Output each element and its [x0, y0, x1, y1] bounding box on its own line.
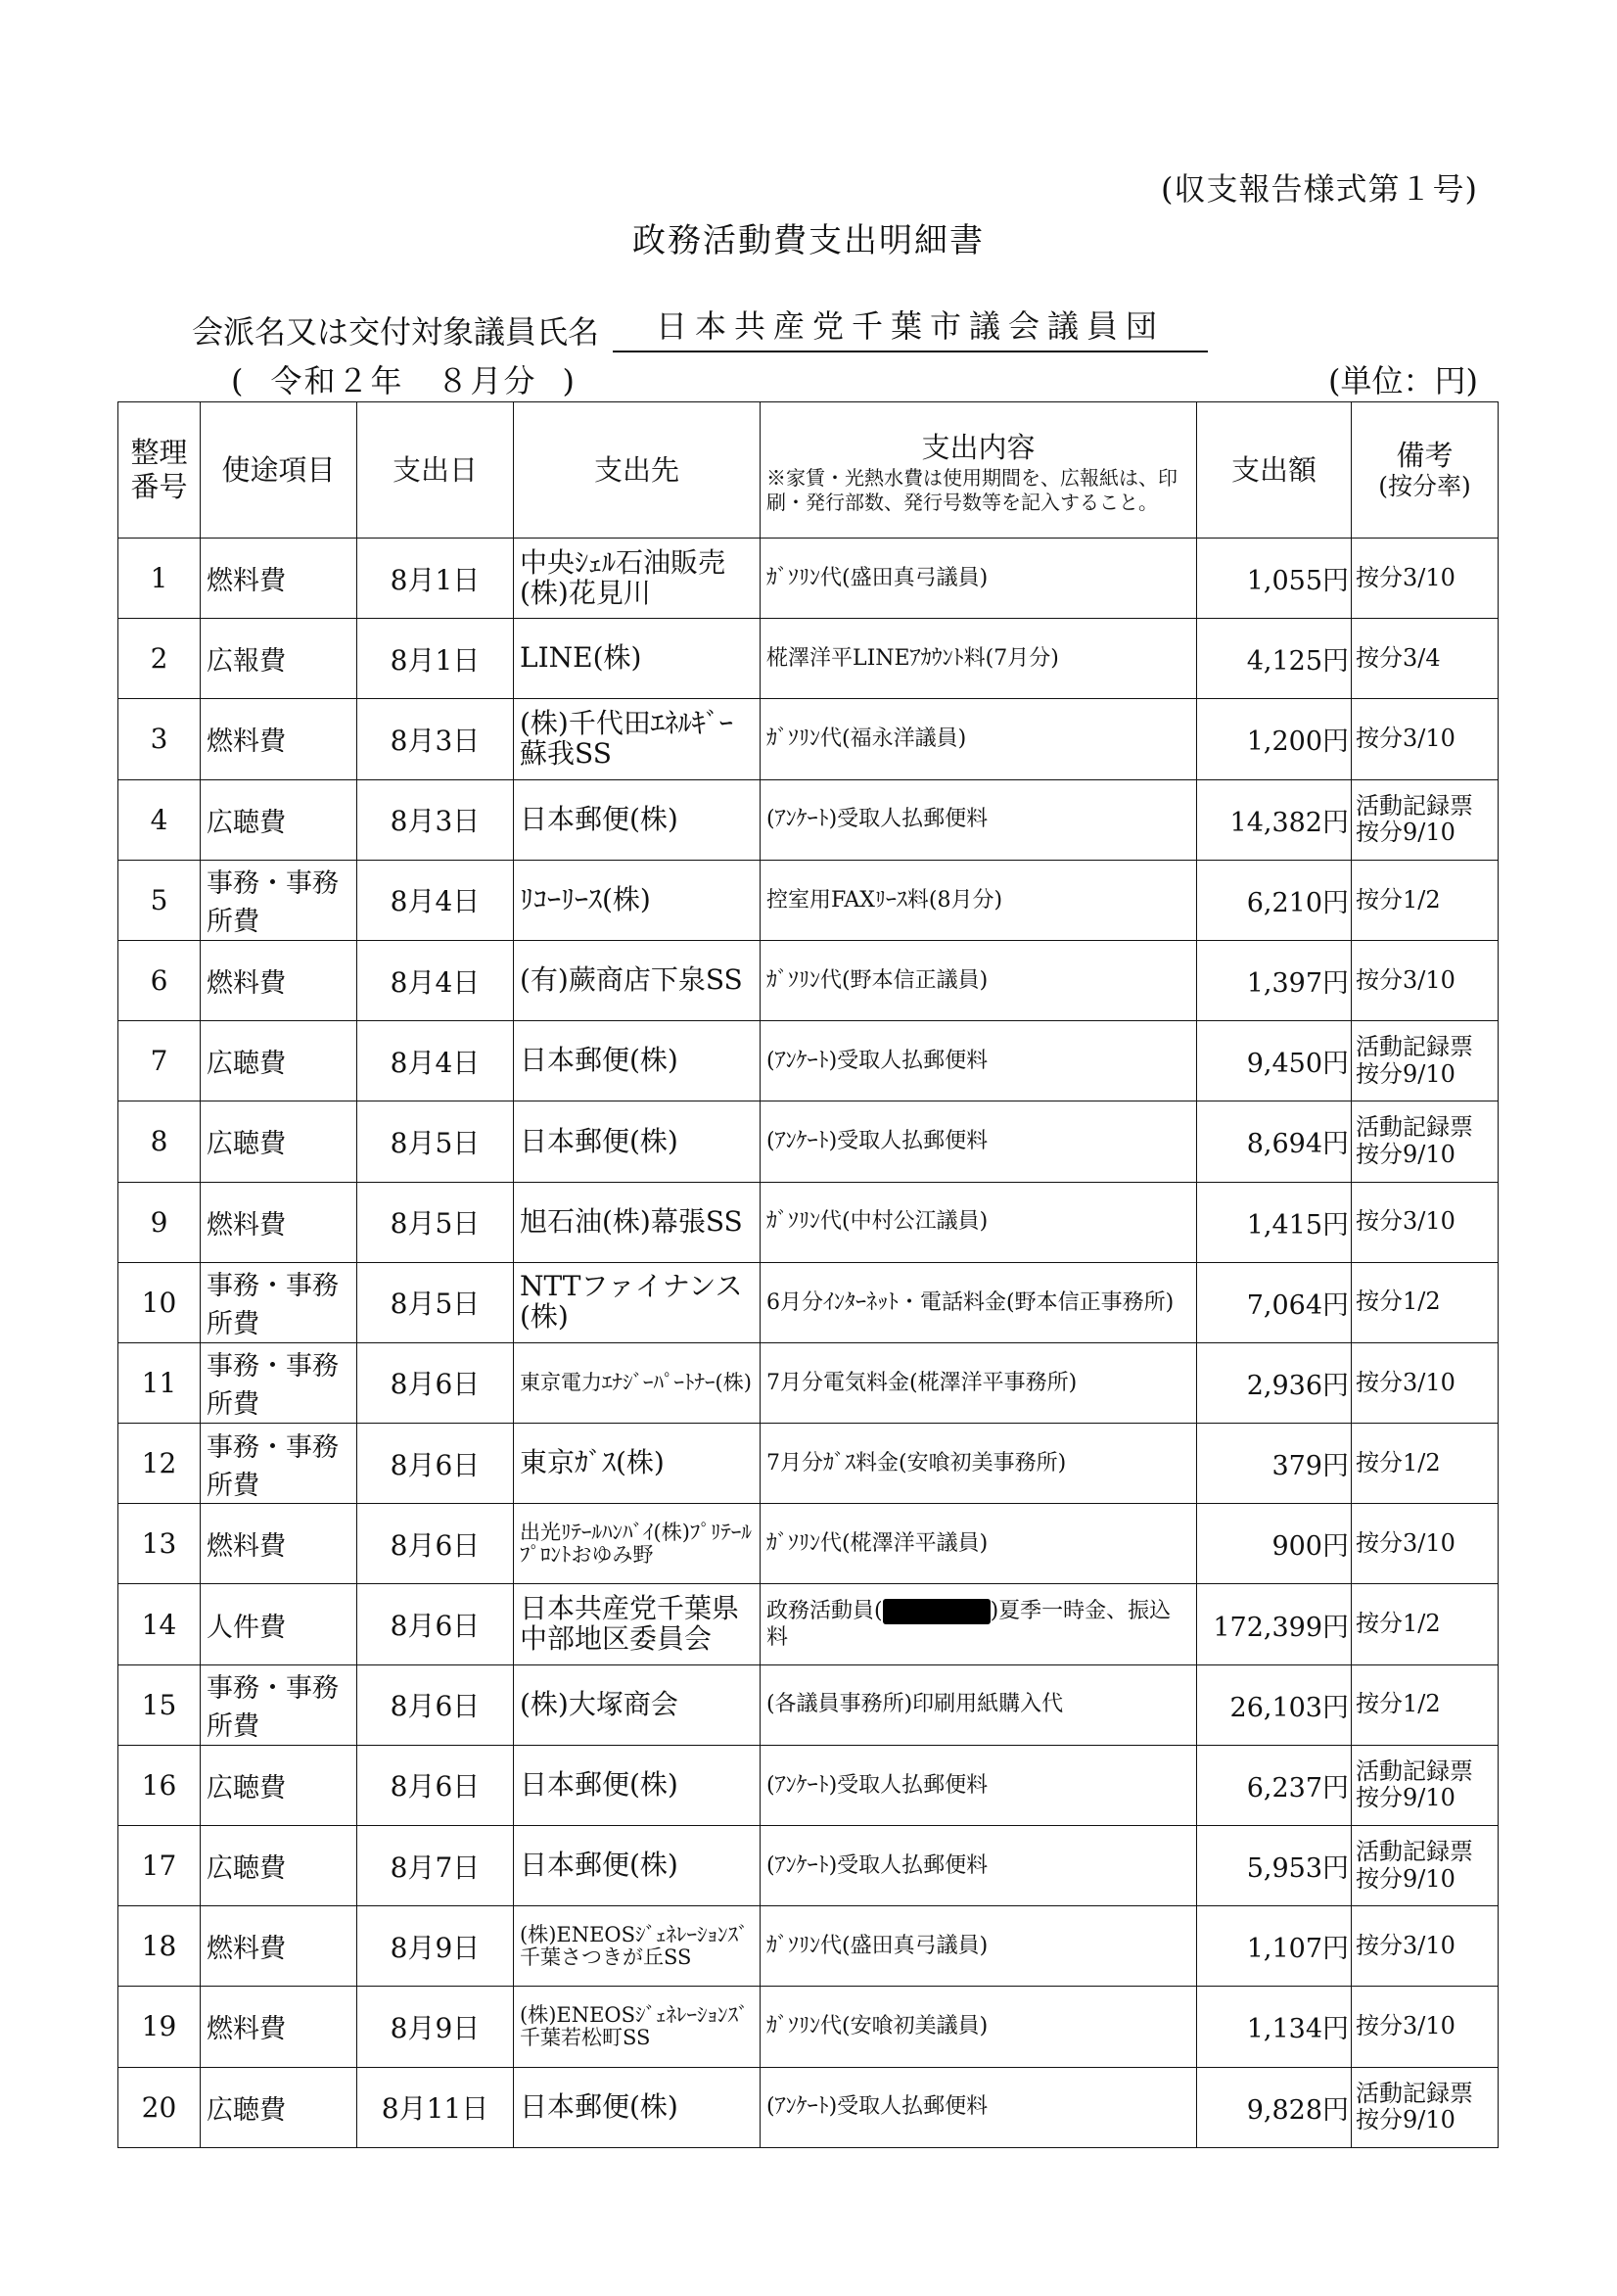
row-number: 9 [118, 1182, 201, 1262]
row-amount: 7,064円 [1197, 1262, 1352, 1342]
row-date: 8月7日 [357, 1826, 514, 1906]
row-amount: 9,828円 [1197, 2067, 1352, 2147]
row-date: 8月4日 [357, 860, 514, 940]
row-date: 8月6日 [357, 1424, 514, 1504]
row-number: 16 [118, 1745, 201, 1825]
row-date: 8月6日 [357, 1342, 514, 1423]
row-date: 8月5日 [357, 1262, 514, 1342]
row-payee: 日本郵便(株) [514, 779, 761, 860]
table-row [118, 699, 1499, 779]
row-content [761, 1584, 1197, 1664]
row-amount: 1,200円 [1197, 699, 1352, 779]
row-number: 3 [118, 699, 201, 779]
row-category: 燃料費 [201, 539, 357, 619]
row-remark: 按分3/10 [1352, 539, 1499, 619]
row-remark: 按分3/4 [1352, 619, 1499, 699]
header-row [118, 402, 1499, 539]
row-amount: 2,936円 [1197, 1342, 1352, 1423]
row-amount: 379円 [1197, 1424, 1352, 1504]
row-amount: 26,103円 [1197, 1664, 1352, 1745]
row-category: 事務・事務所費 [201, 860, 357, 940]
row-remark: 活動記録票 按分9/10 [1352, 2067, 1499, 2147]
row-payee: 出光ﾘﾃｰﾙﾊﾝﾊﾞｲ(株)ﾌﾟﾘﾃｰﾙﾌﾟﾛﾝﾄおゆみ野 [514, 1504, 761, 1584]
unit-label: (単位：円) [1328, 362, 1478, 399]
row-content: 6月分ｲﾝﾀｰﾈｯﾄ・電話料金(野本信正事務所) [761, 1262, 1197, 1342]
row-number: 19 [118, 1987, 201, 2067]
table-row [118, 1021, 1499, 1101]
row-remark: 按分3/10 [1352, 1906, 1499, 1987]
row-amount: 9,450円 [1197, 1021, 1352, 1101]
row-amount: 172,399円 [1197, 1584, 1352, 1664]
row-category: 広報費 [201, 619, 357, 699]
table-row [118, 1424, 1499, 1504]
row-content: ｶﾞｿﾘﾝ代(中村公江議員) [761, 1182, 1197, 1262]
row-content: ｶﾞｿﾘﾝ代(福永洋議員) [761, 699, 1197, 779]
table-row [118, 539, 1499, 619]
header-payee: 支出先 [514, 402, 761, 539]
row-content-after: )夏季一時金、振込料 [766, 1598, 1172, 1651]
row-number: 11 [118, 1342, 201, 1423]
row-date: 8月6日 [357, 1745, 514, 1825]
row-remark: 按分1/2 [1352, 1424, 1499, 1504]
row-number: 2 [118, 619, 201, 699]
expense-table [117, 401, 1499, 2148]
row-number: 17 [118, 1826, 201, 1906]
table-row [118, 1504, 1499, 1584]
row-category: 事務・事務所費 [201, 1342, 357, 1423]
row-remark: 活動記録票 按分9/10 [1352, 1021, 1499, 1101]
row-content: ｶﾞｿﾘﾝ代(安喰初美議員) [761, 1987, 1197, 2067]
row-remark: 按分3/10 [1352, 940, 1499, 1020]
row-payee: (株)ENEOSｼﾞｪﾈﾚｰｼｮﾝｽﾞ千葉さつきが丘SS [514, 1906, 761, 1987]
row-remark: 按分3/10 [1352, 1504, 1499, 1584]
table-row [118, 779, 1499, 860]
period-text: 令和２年 ８月分 [270, 362, 537, 399]
row-payee: 旭石油(株)幕張SS [514, 1182, 761, 1262]
row-payee: 日本郵便(株) [514, 1021, 761, 1101]
row-amount: 900円 [1197, 1504, 1352, 1584]
row-payee: (株)ENEOSｼﾞｪﾈﾚｰｼｮﾝｽﾞ千葉若松町SS [514, 1987, 761, 2067]
row-category: 広聴費 [201, 779, 357, 860]
document-title: 政務活動費支出明細書 [632, 221, 985, 260]
row-content: (ｱﾝｹｰﾄ)受取人払郵便料 [761, 1101, 1197, 1182]
row-payee: 日本郵便(株) [514, 1745, 761, 1825]
row-remark: 按分1/2 [1352, 860, 1499, 940]
row-date: 8月9日 [357, 1987, 514, 2067]
row-content: ｶﾞｿﾘﾝ代(盛田真弓議員) [761, 539, 1197, 619]
row-category: 広聴費 [201, 1021, 357, 1101]
header-remark [1352, 402, 1499, 539]
row-category: 事務・事務所費 [201, 1664, 357, 1745]
row-remark: 活動記録票 按分9/10 [1352, 1745, 1499, 1825]
table-row [118, 1342, 1499, 1423]
row-content: 椛澤洋平LINEｱｶｳﾝﾄ料(7月分) [761, 619, 1197, 699]
row-content: ｶﾞｿﾘﾝ代(椛澤洋平議員) [761, 1504, 1197, 1584]
row-date: 8月1日 [357, 619, 514, 699]
row-remark: 按分1/2 [1352, 1262, 1499, 1342]
row-category: 事務・事務所費 [201, 1262, 357, 1342]
row-category: 燃料費 [201, 1182, 357, 1262]
row-content: ｶﾞｿﾘﾝ代(野本信正議員) [761, 940, 1197, 1020]
row-content: 7月分ｶﾞｽ料金(安喰初美事務所) [761, 1424, 1197, 1504]
row-amount: 14,382円 [1197, 779, 1352, 860]
row-payee: 日本郵便(株) [514, 1101, 761, 1182]
row-payee: 日本郵便(株) [514, 2067, 761, 2147]
row-content: (ｱﾝｹｰﾄ)受取人払郵便料 [761, 1745, 1197, 1825]
row-remark: 活動記録票 按分9/10 [1352, 779, 1499, 860]
table-row [118, 1987, 1499, 2067]
redaction-block [883, 1599, 991, 1624]
row-amount: 4,125円 [1197, 619, 1352, 699]
row-category: 燃料費 [201, 699, 357, 779]
row-date: 8月4日 [357, 1021, 514, 1101]
row-remark: 按分1/2 [1352, 1664, 1499, 1745]
period [231, 356, 577, 401]
table-row [118, 1101, 1499, 1182]
row-content: (ｱﾝｹｰﾄ)受取人払郵便料 [761, 2067, 1197, 2147]
row-number: 7 [118, 1021, 201, 1101]
row-category: 広聴費 [201, 2067, 357, 2147]
row-content: ｶﾞｿﾘﾝ代(盛田真弓議員) [761, 1906, 1197, 1987]
row-date: 8月4日 [357, 940, 514, 1020]
row-content: (ｱﾝｹｰﾄ)受取人払郵便料 [761, 1021, 1197, 1101]
row-date: 8月9日 [357, 1906, 514, 1987]
group-label: 会派名又は交付対象議員氏名 [192, 313, 600, 351]
group-name: 日本共産党千葉市議会議員団 [613, 302, 1208, 352]
header-remark-label: 備考 [1396, 438, 1454, 472]
header-remark-sub: (按分率) [1378, 472, 1471, 501]
row-payee: (株)千代田ｴﾈﾙｷﾞｰ蘇我SS [514, 699, 761, 779]
period-close: ) [562, 362, 577, 399]
table-row [118, 1262, 1499, 1342]
row-remark: 按分3/10 [1352, 1987, 1499, 2067]
row-date: 8月5日 [357, 1101, 514, 1182]
row-number: 15 [118, 1664, 201, 1745]
row-category: 燃料費 [201, 1504, 357, 1584]
row-amount: 1,415円 [1197, 1182, 1352, 1262]
table-row [118, 1745, 1499, 1825]
row-date: 8月3日 [357, 779, 514, 860]
form-number: (収支報告様式第１号) [1161, 170, 1478, 208]
row-remark: 按分1/2 [1352, 1584, 1499, 1664]
row-date: 8月3日 [357, 699, 514, 779]
table-row [118, 619, 1499, 699]
row-remark: 按分3/10 [1352, 1342, 1499, 1423]
row-payee: 東京電力ｴﾅｼﾞｰﾊﾟｰﾄﾅｰ(株) [514, 1342, 761, 1423]
row-date: 8月5日 [357, 1182, 514, 1262]
row-amount: 1,397円 [1197, 940, 1352, 1020]
row-number: 14 [118, 1584, 201, 1664]
table-row [118, 1826, 1499, 1906]
row-content: 控室用FAXﾘｰｽ料(8月分) [761, 860, 1197, 940]
row-amount: 1,134円 [1197, 1987, 1352, 2067]
row-amount: 1,055円 [1197, 539, 1352, 619]
row-category: 広聴費 [201, 1745, 357, 1825]
row-number: 12 [118, 1424, 201, 1504]
row-date: 8月11日 [357, 2067, 514, 2147]
header-content-note: ※家賃・光熱水費は使用期間を、広報紙は、印刷・発行部数、発行号数等を記入すること。 [766, 466, 1178, 515]
row-payee: 東京ｶﾞｽ(株) [514, 1424, 761, 1504]
row-payee: NTTファイナンス(株) [514, 1262, 761, 1342]
row-payee: (株)大塚商会 [514, 1664, 761, 1745]
row-amount: 6,210円 [1197, 860, 1352, 940]
row-remark: 按分3/10 [1352, 699, 1499, 779]
row-number: 8 [118, 1101, 201, 1182]
row-content: (ｱﾝｹｰﾄ)受取人払郵便料 [761, 1826, 1197, 1906]
header-content-label: 支出内容 [921, 430, 1036, 464]
table-row [118, 1664, 1499, 1745]
row-category: 事務・事務所費 [201, 1424, 357, 1504]
header-category: 使途項目 [201, 402, 357, 539]
row-date: 8月6日 [357, 1504, 514, 1584]
row-amount: 8,694円 [1197, 1101, 1352, 1182]
row-remark: 活動記録票 按分9/10 [1352, 1826, 1499, 1906]
header-number: 整理番号 [118, 402, 201, 539]
row-amount: 1,107円 [1197, 1906, 1352, 1987]
row-content: (各議員事務所)印刷用紙購入代 [761, 1664, 1197, 1745]
header-date: 支出日 [357, 402, 514, 539]
row-payee: LINE(株) [514, 619, 761, 699]
table-row [118, 940, 1499, 1020]
table-row [118, 1906, 1499, 1987]
row-date: 8月6日 [357, 1584, 514, 1664]
row-category: 燃料費 [201, 940, 357, 1020]
row-number: 6 [118, 940, 201, 1020]
row-category: 燃料費 [201, 1906, 357, 1987]
row-payee: 中央ｼｪﾙ石油販売(株)花見川 [514, 539, 761, 619]
row-category: 人件費 [201, 1584, 357, 1664]
row-payee: ﾘｺｰﾘｰｽ(株) [514, 860, 761, 940]
row-content-before: 政務活動員( [766, 1598, 883, 1623]
row-number: 4 [118, 779, 201, 860]
row-category: 広聴費 [201, 1826, 357, 1906]
table-row [118, 860, 1499, 940]
row-number: 13 [118, 1504, 201, 1584]
row-amount: 6,237円 [1197, 1745, 1352, 1825]
row-content: 7月分電気料金(椛澤洋平事務所) [761, 1342, 1197, 1423]
row-payee: 日本共産党千葉県中部地区委員会 [514, 1584, 761, 1664]
row-remark: 按分3/10 [1352, 1182, 1499, 1262]
header-content [761, 402, 1197, 539]
table-row [118, 2067, 1499, 2147]
row-remark: 活動記録票 按分9/10 [1352, 1101, 1499, 1182]
table-row [118, 1182, 1499, 1262]
row-number: 10 [118, 1262, 201, 1342]
row-category: 燃料費 [201, 1987, 357, 2067]
row-content: (ｱﾝｹｰﾄ)受取人払郵便料 [761, 779, 1197, 860]
row-payee: 日本郵便(株) [514, 1826, 761, 1906]
table-row [118, 1584, 1499, 1664]
row-date: 8月1日 [357, 539, 514, 619]
row-category: 広聴費 [201, 1101, 357, 1182]
row-payee: (有)蕨商店下泉SS [514, 940, 761, 1020]
row-number: 18 [118, 1906, 201, 1987]
row-number: 5 [118, 860, 201, 940]
group-line [192, 302, 1208, 352]
row-amount: 5,953円 [1197, 1826, 1352, 1906]
header-amount: 支出額 [1197, 402, 1352, 539]
row-number: 1 [118, 539, 201, 619]
row-date: 8月6日 [357, 1664, 514, 1745]
row-number: 20 [118, 2067, 201, 2147]
period-open: ( [231, 362, 246, 399]
table-body [118, 539, 1499, 2148]
